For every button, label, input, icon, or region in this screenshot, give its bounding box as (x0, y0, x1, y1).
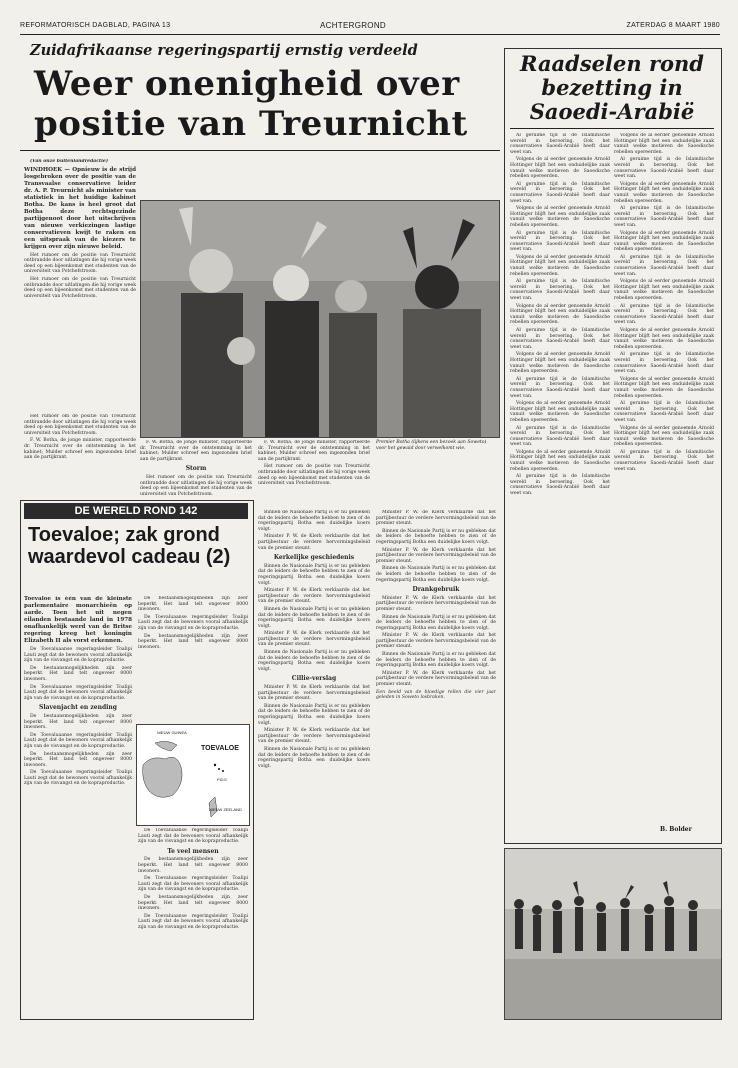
right-column-1 (510, 133, 610, 837)
middle-body-paragraph: Binnen de Nasionale Partij is er nu gebleken dat de leiders de behoefte hebben te zien of de regeringspartij Botha een duidelijke koers volgt. (376, 528, 496, 545)
right-body-paragraph: Al geruime tijd is de Islamitische wereld in beroering. Ook het conservatieve Saoedi-Arabië heeft daar weet van. (510, 425, 610, 448)
right-author: B. Bolder (660, 826, 692, 833)
subhead-storm: Storm (185, 465, 207, 473)
main-body-paragraph: F. W. Botha, de jonge minister, rapporteerde dr. Treurnicht over de ontstemming in het kabinet; Mulder schreef een ingezonden brief aan de partijkrant. (140, 440, 252, 462)
boxed-body-paragraph: De bestaansmogelijkheden zijn zeer beperkt. Het land telt ongeveer 8000 inwoners. (138, 596, 248, 613)
subhead-drankgebruik: Drankgebruik (412, 586, 460, 594)
middle-body-paragraph: Binnen de Nasionale Partij is er nu gebleken dat de leiders de behoefte hebben te zien of de regeringspartij Botha een duidelijke koers volgt. (376, 614, 496, 631)
header-newspaper-page: REFORMATORISCH DAGBLAD, PAGINA 13 (20, 22, 171, 29)
middle-body-paragraph: Binnen de Nasionale Partij is er nu gebleken dat de leiders de behoefte hebben te zien of de regeringspartij Botha een duidelijke koers volgt. (258, 703, 370, 726)
right-body-paragraph: Al geruime tijd is de Islamitische wereld in beroering. Ook het conservatieve Saoedi-Arabië heeft daar weet van. (510, 133, 610, 155)
main-body-paragraph: Het rumoer om de positie van Treurnicht ontbrandde door uitlatingen die hij vorige week deed op een bijeenkomst met studenten van de universiteit van Potchefstroom. (140, 474, 252, 497)
middle-body-paragraph: Binnen de Nasionale Partij is er nu gebleken dat de leiders de behoefte hebben te zien of de regeringspartij Botha een duidelijke koers volgt. (258, 510, 370, 532)
middle-body-paragraph: Binnen de Nasionale Partij is er nu gebleken dat de leiders de behoefte hebben te zien of de regeringspartij Botha een duidelijke koers volgt. (258, 563, 370, 586)
page-header (20, 20, 720, 35)
right-body-paragraph: Volgens de al eerder genoemde Arnold Hottinger blijft het een onduidelijke zaak vanuit welke motieven de Saoedische rebellen opereerden. (510, 352, 610, 375)
right-body-paragraph: Al geruime tijd is de Islamitische wereld in beroering. Ook het conservatieve Saoedi-Arabië heeft daar weet van. (614, 206, 714, 228)
right-body-paragraph: Al geruime tijd is de Islamitische wereld in beroering. Ook het conservatieve Saoedi-Arabië heeft daar weet van. (510, 328, 610, 350)
middle-body-paragraph: Minister P. W. de Klerk verklaarde dat het partijbestuur de verdere hervormingsbeleid van de premier steunt. (258, 728, 370, 745)
series-banner: DE WERELD ROND 142 (24, 503, 248, 519)
main-headline: Weer onenigheid over positie van Treurnicht (34, 64, 468, 144)
middle-body-paragraph: Minister P. W. de Klerk verklaarde dat het partijbestuur de verdere hervormingsbeleid van de premier steunt. (376, 595, 496, 612)
right-body-paragraph: Volgens de al eerder genoemde Arnold Hottinger blijft het een onduidelijke zaak vanuit welke motieven de Saoedische rebellen opereerden. (614, 133, 714, 155)
right-body-paragraph: Al geruime tijd is de Islamitische wereld in beroering. Ook het conservatieve Saoedi-Arabië heeft daar weet van. (510, 181, 610, 204)
middle-body-paragraph: Minister P. W. de Klerk verklaarde dat het partijbestuur de verdere hervormingsbeleid van de premier steunt. (376, 633, 496, 650)
boxed-body-paragraph: De bestaansmogelijkheden zijn zeer beperkt. Het land telt ongeveer 8000 inwoners. (138, 633, 248, 650)
middle-body-paragraph: Minister P. W. de Klerk verklaarde dat het partijbestuur de verdere hervormingsbeleid van de premier steunt. (258, 534, 370, 551)
boxed-body-paragraph: De Toevaluaanse regeringsleider Toalipi Lauti zegt dat de bewoners vooral afhankelijk zijn van de visvangst en de kopraproductie. (24, 647, 132, 664)
subhead-slavenjacht: Slavenjacht en zending (39, 704, 117, 712)
right-body-paragraph: Volgens de al eerder genoemde Arnold Hottinger blijft het een onduidelijke zaak vanuit welke motieven de Saoedische rebellen opereerden. (510, 157, 610, 180)
right-body-paragraph: Volgens de al eerder genoemde Arnold Hottinger blijft het een onduidelijke zaak vanuit welke motieven de Saoedische rebellen opereerden. (510, 303, 610, 326)
map-label-region: FIDJI (217, 777, 227, 782)
boxed-body-paragraph: De bestaansmogelijkheden zijn zeer beperkt. Het land telt ongeveer 8000 inwoners. (24, 751, 132, 768)
middle-body-paragraph: Minister P. W. de Klerk verklaarde dat het partijbestuur de verdere hervormingsbeleid van de premier steunt. (258, 685, 370, 702)
boxed-body-paragraph: De Toevaluaanse regeringsleider Toalipi Lauti zegt dat de bewoners vooral afhankelijk zijn van de visvangst en de kopraproductie. (138, 913, 248, 930)
middle-body-paragraph: Binnen de Nasionale Partij is er nu gebleken dat de leiders de behoefte hebben te zien of de regeringspartij Botha een duidelijke koers volgt. (258, 746, 370, 769)
middle-body-paragraph: Minister P. W. de Klerk verklaarde dat het partijbestuur de verdere hervormingsbeleid van de premier steunt. (376, 510, 496, 527)
right-body-paragraph: Volgens de al eerder genoemde Arnold Hottinger blijft het een onduidelijke zaak vanuit welke motieven de Saoedische rebellen opereerden. (614, 181, 714, 204)
right-photo-caption: Een beeld van de bloedige rellen die vier jaar geleden in Soweto losbraken. (376, 689, 496, 701)
boxed-body-paragraph: De bestaansmogelijkheden zijn zeer beperkt. Het land telt ongeveer 8000 inwoners. (138, 894, 248, 912)
boxed-body-paragraph: De Toevaluaanse regeringsleider Toalipi Lauti zegt dat de bewoners vooral afhankelijk zijn van de visvangst en de kopraproductie. (24, 684, 132, 701)
boxed-body-paragraph: De Toevaluaanse regeringsleider Toalipi Lauti zegt dat de bewoners vooral afhankelijk zijn van de visvangst en de kopraproductie. (138, 614, 248, 631)
right-body-paragraph: Al geruime tijd is de Islamitische wereld in beroering. Ook het conservatieve Saoedi-Arabië heeft daar weet van. (614, 352, 714, 375)
main-column-3 (258, 440, 370, 500)
headline-divider (20, 150, 500, 151)
right-body-paragraph: Volgens de al eerder genoemde Arnold Hottinger blijft het een onduidelijke zaak vanuit welke motieven de Saoedische rebellen opereerden. (614, 376, 714, 399)
subhead-kerkelijke: Kerkelijke geschiedenis (273, 554, 355, 562)
boxed-column-2 (138, 596, 248, 718)
right-body-paragraph: Al geruime tijd is de Islamitische wereld in beroering. Ook het conservatieve Saoedi-Arabië heeft daar weet van. (510, 474, 610, 497)
right-body-paragraph: Al geruime tijd is de Islamitische wereld in beroering. Ook het conservatieve Saoedi-Arabië heeft daar weet van. (510, 230, 610, 253)
middle-body-paragraph: Binnen de Nasionale Partij is er nu gebleken dat de leiders de behoefte hebben te zien of de regeringspartij Botha een duidelijke koers volgt. (258, 650, 370, 672)
main-lead: WINDHOEK — Opnieuw is de strijd losgebroken over de positie van de Transvaalse conservatieve leider dr. A. P. Treurnicht als minister van statistiek in het huidige kabinet Botha. De kans is heel groot dat Botha deze rechtsgezinde partijgenoot door het uitschrijven van nieuwe verkiezingen lastige conservatieven kwijt te raken en een uitspraak van de kiezers te krijgen over zijn nieuwe beleid. (24, 166, 136, 250)
middle-body-paragraph: Minister P. W. de Klerk verklaarde dat het partijbestuur de verdere hervormingsbeleid van de premier steunt. (258, 631, 370, 648)
boxed-body-paragraph: De Toevaluaanse regeringsleider Toalipi Lauti zegt dat de bewoners vooral afhankelijk zijn van de visvangst en de kopraproductie. (138, 876, 248, 893)
subhead-cillie: Cillie-verslag (291, 675, 337, 683)
right-body-paragraph: Al geruime tijd is de Islamitische wereld in beroering. Ook het conservatieve Saoedi-Arabië heeft daar weet van. (510, 279, 610, 302)
boxed-body-paragraph: De Toevaluaanse regeringsleider Toalipi Lauti zegt dat de bewoners vooral afhankelijk zijn van de visvangst en de kopraproductie. (24, 732, 132, 749)
middle-body-paragraph: Minister P. W. de Klerk verklaarde dat het partijbestuur de verdere hervormingsbeleid van de premier steunt. (376, 670, 496, 688)
main-kicker: Zuidafrikaanse regeringspartij ernstig verdeeld (30, 42, 418, 59)
header-section: ACHTERGROND (320, 21, 386, 30)
right-body-paragraph: Volgens de al eerder genoemde Arnold Hottinger blijft het een onduidelijke zaak vanuit welke motieven de Saoedische rebellen opereerden. (510, 206, 610, 228)
main-body-paragraph: Het rumoer om de positie van Treurnicht ontbrandde door uitlatingen die hij vorige week deed op een bijeenkomst met studenten van de universiteit van Potchefstroom. (24, 414, 136, 436)
soweto-photo (504, 848, 722, 1020)
right-body-paragraph: Volgens de al eerder genoemde Arnold Hottinger blijft het een onduidelijke zaak vanuit welke motieven de Saoedische rebellen opereerden. (614, 230, 714, 253)
middle-body-paragraph: Binnen de Nasionale Partij is er nu gebleken dat de leiders de behoefte hebben te zien of de regeringspartij Botha een duidelijke koers volgt. (376, 566, 496, 583)
boxed-column-1 (24, 596, 132, 1016)
map-label-region: NIEUW GUINEA (157, 730, 187, 735)
right-body-paragraph: Volgens de al eerder genoemde Arnold Hottinger blijft het een onduidelijke zaak vanuit welke motieven de Saoedische rebellen opereerden. (614, 279, 714, 302)
right-body-paragraph: Al geruime tijd is de Islamitische wereld in beroering. Ook het conservatieve Saoedi-Arabië heeft daar weet van. (614, 401, 714, 423)
right-body-paragraph: Al geruime tijd is de Islamitische wereld in beroering. Ook het conservatieve Saoedi-Arabië heeft daar weet van. (614, 303, 714, 326)
politicians-waving-photo (141, 201, 499, 437)
main-lead-column (24, 159, 136, 409)
header-date: ZATERDAG 8 MAART 1980 (626, 22, 720, 29)
boxed-headline: Toevaloe; zak grond waardevol cadeau (2) (28, 524, 231, 568)
main-continuation-column (24, 414, 136, 496)
right-body-paragraph: Volgens de al eerder genoemde Arnold Hottinger blijft het een onduidelijke zaak vanuit welke motieven de Saoedische rebellen opereerden. (614, 328, 714, 350)
right-divider (510, 128, 714, 129)
main-body-paragraph: Het rumoer om de positie van Treurnicht ontbrandde door uitlatingen die hij vorige week deed op een bijeenkomst met studenten van de universiteit van Potchefstroom. (24, 252, 136, 275)
crowd-photo (505, 849, 721, 1019)
main-body-paragraph: Het rumoer om de positie van Treurnicht ontbrandde door uitlatingen die hij vorige week deed op een bijeenkomst met studenten van de universiteit van Potchefstroom. (258, 464, 370, 487)
middle-column-1 (258, 510, 370, 1016)
middle-body-paragraph: Minister P. W. de Klerk verklaarde dat het partijbestuur de verdere hervormingsbeleid van de premier steunt. (376, 547, 496, 564)
right-body-paragraph: Al geruime tijd is de Islamitische wereld in beroering. Ook het conservatieve Saoedi-Arabië heeft daar weet van. (614, 449, 714, 472)
main-photo-caption: Premier Botha (lijkens een bezoek aan Soweto) voor het gewaid door verwelkomt wie. (376, 440, 487, 451)
right-body-paragraph: Volgens de al eerder genoemde Arnold Hottinger blijft het een onduidelijke zaak vanuit welke motieven de Saoedische rebellen opereerden. (510, 449, 610, 472)
map-label-country: TOEVALOE (201, 745, 239, 752)
main-body-paragraph: Het rumoer om de positie van Treurnicht ontbrandde door uitlatingen die hij vorige week deed op een bijeenkomst met studenten van de universiteit van Potchefstroom. (24, 276, 136, 299)
right-body-paragraph: Volgens de al eerder genoemde Arnold Hottinger blijft het een onduidelijke zaak vanuit welke motieven de Saoedische rebellen opereerden. (510, 401, 610, 423)
boxed-body-paragraph: De bestaansmogelijkheden zijn zeer beperkt. Het land telt ongeveer 8000 inwoners. (24, 713, 132, 731)
main-body-paragraph: F. W. Botha, de jonge minister, rapporteerde dr. Treurnicht over de ontstemming in het kabinet; Mulder schreef een ingezonden brief aan de partijkrant. (24, 438, 136, 461)
boxed-body-paragraph: De bestaansmogelijkheden zijn zeer beperkt. Het land telt ongeveer 8000 inwoners. (24, 665, 132, 682)
boxed-column-2b (138, 828, 248, 1016)
right-body-paragraph: Al geruime tijd is de Islamitische wereld in beroering. Ook het conservatieve Saoedi-Arabië heeft daar weet van. (614, 157, 714, 180)
right-headline: Raadselen rond bezetting in Saoedi-Arabië (520, 51, 704, 124)
boxed-body-paragraph: De bestaansmogelijkheden zijn zeer beperkt. Het land telt ongeveer 8000 inwoners. (138, 857, 248, 874)
main-column-2 (140, 440, 252, 500)
middle-body-paragraph: Binnen de Nasionale Partij is er nu gebleken dat de leiders de behoefte hebben te zien of de regeringspartij Botha een duidelijke koers volgt. (258, 606, 370, 629)
main-body-paragraph: F. W. Botha, de jonge minister, rapporteerde dr. Treurnicht over de ontstemming in het kabinet; Mulder schreef een ingezonden brief aan de partijkrant. (258, 440, 370, 462)
right-body-paragraph: Al geruime tijd is de Islamitische wereld in beroering. Ook het conservatieve Saoedi-Arabië heeft daar weet van. (510, 376, 610, 399)
right-body-paragraph: Volgens de al eerder genoemde Arnold Hottinger blijft het een onduidelijke zaak vanuit welke motieven de Saoedische rebellen opereerden. (510, 254, 610, 277)
main-byline: (Van onze buitenlandredactie) (30, 159, 109, 164)
boxed-body-paragraph: De Toevaluaanse regeringsleider Toalipi Lauti zegt dat de bewoners vooral afhankelijk zijn van de visvangst en de kopraproductie. (24, 770, 132, 787)
subhead-te-veel-mensen: Te veel mensen (167, 847, 219, 855)
map-label-region: NIEUW ZEELAND (209, 807, 242, 812)
middle-column-2 (376, 510, 496, 1016)
boxed-lead: Toevaloe is één van de kleinste parlementaire monarchieën op aarde. Toen het uit negen eilanden bestaande land in 1978 onafhankelijk werd van de Britse regering kreeg het koningin Elizabeth II als vorst erkennen. (24, 596, 132, 644)
main-photo (140, 200, 500, 438)
right-body-paragraph: Volgens de al eerder genoemde Arnold Hottinger blijft het een onduidelijke zaak vanuit welke motieven de Saoedische rebellen opereerden. (614, 425, 714, 448)
middle-body-paragraph: Binnen de Nasionale Partij is er nu gebleken dat de leiders de behoefte hebben te zien of de regeringspartij Botha een duidelijke koers volgt. (376, 652, 496, 669)
toevaloe-map (136, 724, 250, 826)
middle-body-paragraph: Minister P. W. de Klerk verklaarde dat het partijbestuur de verdere hervormingsbeleid van de premier steunt. (258, 588, 370, 605)
right-body-paragraph: Al geruime tijd is de Islamitische wereld in beroering. Ook het conservatieve Saoedi-Arabië heeft daar weet van. (614, 254, 714, 277)
right-column-2 (614, 133, 714, 823)
boxed-body-paragraph: De Toevaluaanse regeringsleider Toalipi Lauti zegt dat de bewoners vooral afhankelijk zijn van de visvangst en de kopraproductie. (138, 828, 248, 845)
